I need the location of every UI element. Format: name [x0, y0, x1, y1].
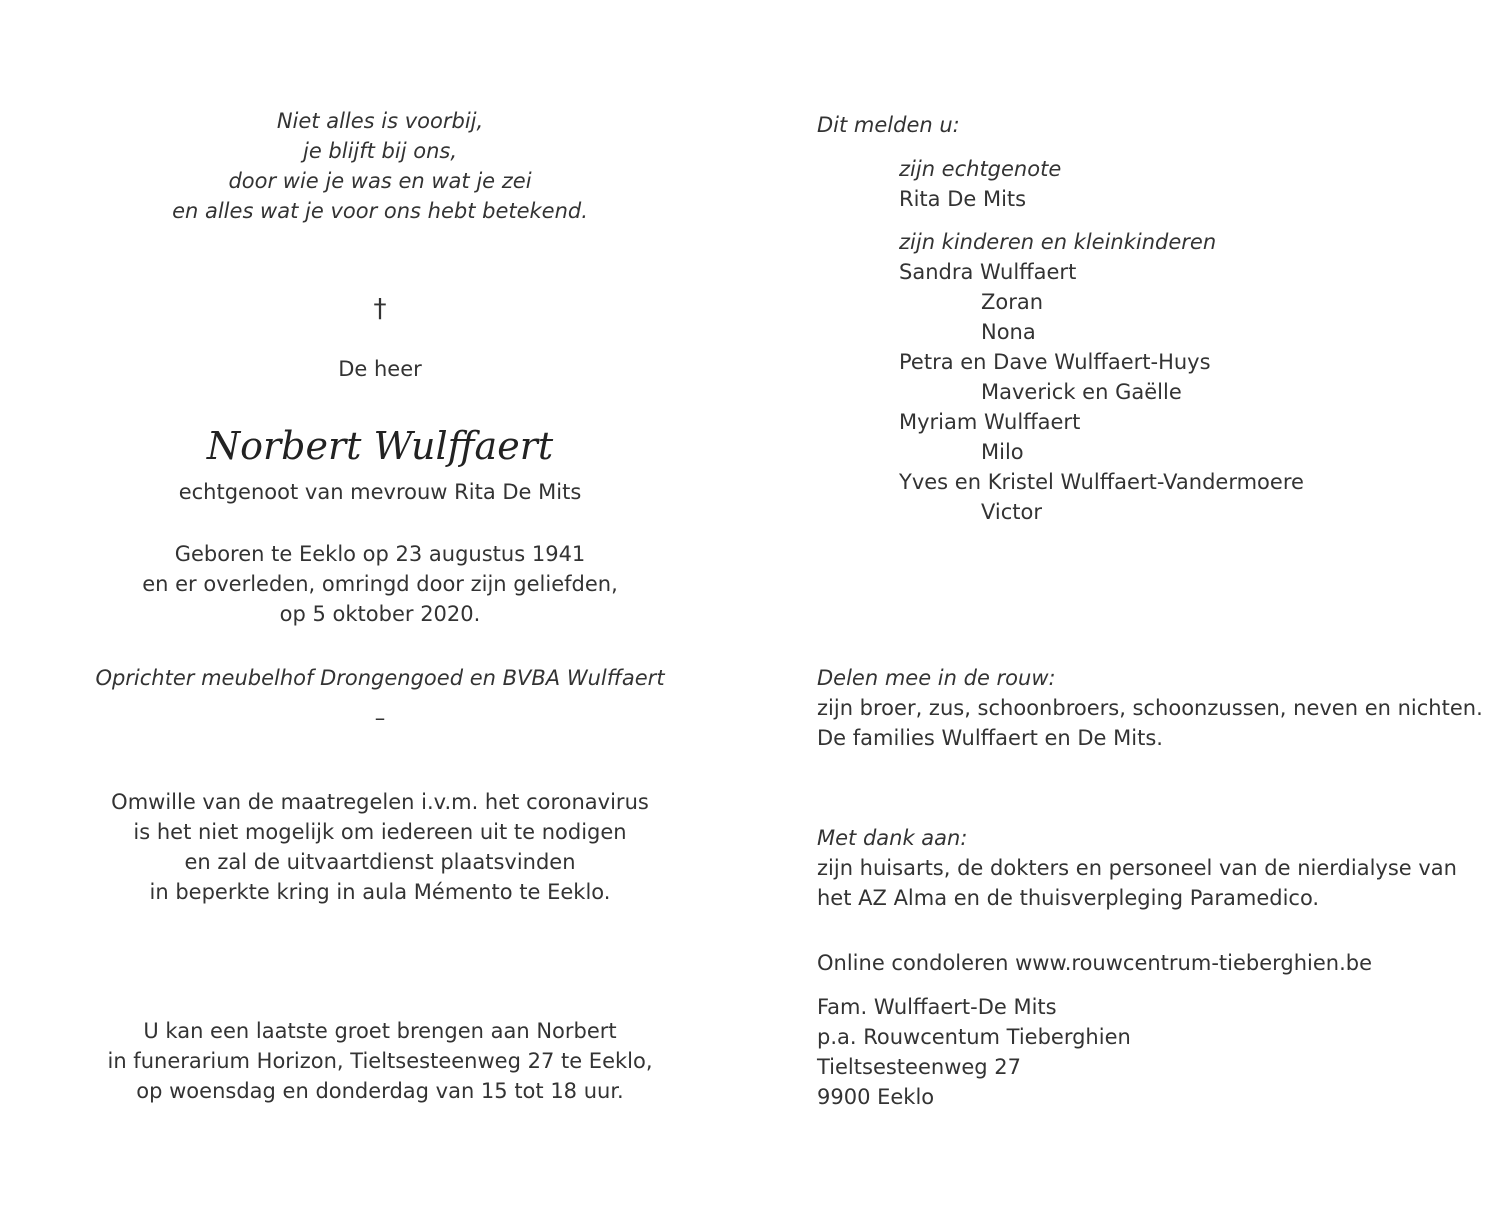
- covid-line: Omwille van de maatregelen i.v.m. het coronavirus: [111, 790, 649, 814]
- mourn-line: zijn broer, zus, schoonbroers, schoonzussen, neven en nichten.: [817, 696, 1483, 720]
- visit-line: in funerarium Horizon, Tieltsesteenweg 27 te Eeklo,: [107, 1049, 653, 1073]
- deceased-name: Norbert Wulffaert: [206, 424, 554, 468]
- thanks-label: Met dank aan:: [817, 826, 968, 850]
- life-dates: [60, 539, 700, 629]
- poem-line: Niet alles is voorbij,: [276, 109, 484, 133]
- grandchild: Milo: [981, 440, 1024, 464]
- grandchild: Maverick en Gaëlle: [981, 380, 1182, 404]
- thanks-line: het AZ Alma en de thuisverpleging Paramedico.: [817, 886, 1320, 910]
- address-line: p.a. Rouwcentum Tieberghien: [817, 1025, 1131, 1049]
- life-line: op 5 oktober 2020.: [279, 602, 481, 626]
- mourn-block: [817, 663, 1483, 753]
- poem-line: en alles wat je voor ons hebt betekend.: [172, 199, 588, 223]
- visit-line: U kan een laatste groet brengen aan Norbert: [143, 1019, 617, 1043]
- covid-line: in beperkte kring in aula Mémento te Eeklo.: [149, 880, 611, 904]
- online-condolence: Online condoleren www.rouwcentrum-tieberghien.be: [817, 951, 1373, 975]
- grandchild: Victor: [981, 500, 1043, 524]
- address-line: Fam. Wulffaert-De Mits: [817, 995, 1057, 1019]
- poem-line: door wie je was en wat je zei: [228, 169, 532, 193]
- grandchild: Nona: [981, 320, 1036, 344]
- grandchild: Zoran: [981, 290, 1044, 314]
- address-line: Tieltsesteenweg 27: [817, 1055, 1022, 1079]
- family-block: [817, 227, 1304, 527]
- spouse-block: [817, 154, 1061, 214]
- covid-line: is het niet mogelijk om iedereen uit te nodigen: [133, 820, 627, 844]
- family-member: Petra en Dave Wulffaert-Huys: [899, 350, 1211, 374]
- cross-icon: †: [373, 294, 387, 324]
- family-member: Yves en Kristel Wulffaert-Vandermoere: [899, 470, 1304, 494]
- visit-line: op woensdag en donderdag van 15 tot 18 uur.: [136, 1079, 624, 1103]
- visit-notice: [60, 1016, 700, 1106]
- address-block: [817, 992, 1131, 1112]
- covid-notice: [60, 787, 700, 907]
- family-member: Sandra Wulffaert: [899, 260, 1077, 284]
- founder-line: Oprichter meubelhof Drongengoed en BVBA Wulffaert: [95, 666, 665, 690]
- poem-line: je blijft bij ons,: [302, 139, 457, 163]
- life-line: Geboren te Eeklo op 23 augustus 1941: [174, 542, 586, 566]
- thanks-line: zijn huisarts, de dokters en personeel van de nierdialyse van: [817, 856, 1457, 880]
- honorific: De heer: [338, 357, 422, 381]
- spouse-name: Rita De Mits: [899, 187, 1027, 211]
- mourn-label: Delen mee in de rouw:: [817, 666, 1056, 690]
- life-line: en er overleden, omringd door zijn geliefden,: [142, 572, 618, 596]
- announce-intro: Dit melden u:: [817, 113, 960, 137]
- address-line: 9900 Eeklo: [817, 1085, 935, 1109]
- mourn-line: De families Wulffaert en De Mits.: [817, 726, 1163, 750]
- covid-line: en zal de uitvaartdienst plaatsvinden: [184, 850, 576, 874]
- poem: [60, 106, 700, 226]
- thanks-block: [817, 823, 1457, 913]
- spouse-label: zijn echtgenote: [899, 157, 1062, 181]
- children-label: zijn kinderen en kleinkinderen: [899, 230, 1217, 254]
- dash-divider: –: [374, 706, 386, 730]
- family-member: Myriam Wulffaert: [899, 410, 1081, 434]
- spouse-line: echtgenoot van mevrouw Rita De Mits: [178, 480, 582, 504]
